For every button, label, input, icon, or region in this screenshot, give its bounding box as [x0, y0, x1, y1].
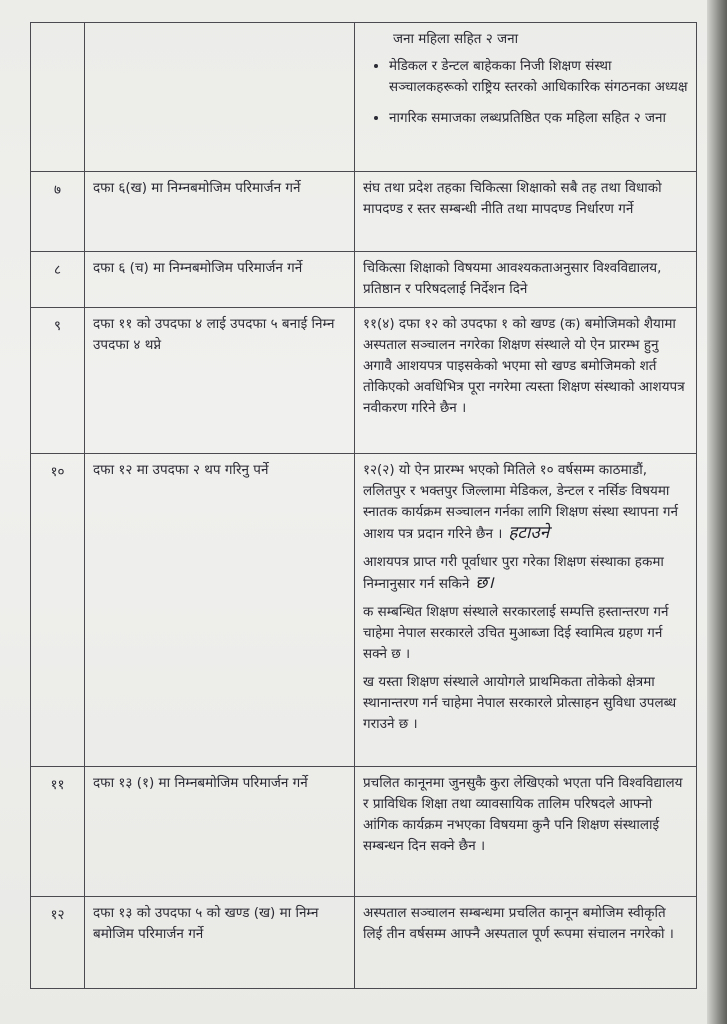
provision-cell: ११(४) दफा १२ को उपदफा १ को खण्ड (क) बमोजिमको शैयामा अस्पताल सञ्चालन नगरेका शिक्षण संस्थाले यो ऐन प्रारम्भ हुनु अगावै आशयपत्र पाइसकेको भएमा सो खण्ड बमोजिमको शर्त तोकिएको अवधिभित्र पूरा नगरेमा त्यस्ता शिक्षण संस्थाको आशयपत्र नवीकरण गरिने छैन ।	[355, 308, 697, 454]
provision-cell	[355, 23, 697, 172]
table-row	[31, 172, 697, 252]
row-number	[31, 23, 85, 172]
paragraph	[363, 460, 688, 545]
handwritten-note: हटाउने	[508, 523, 550, 543]
table-row	[31, 897, 697, 989]
paragraph-text: १२(२) यो ऐन प्रारम्भ भएको मितिले १० वर्षसम्म काठमाडौं, ललितपुर र भक्तपुर जिल्लामा मेडिकल, डेन्टल र नर्सिङ विषयमा स्नातक कार्यक्रम सञ्चालन गर्नका लागि शिक्षण संस्था स्थापना गर्न आशय पत्र प्रदान गरिने छैन ।	[363, 462, 678, 542]
paragraph	[363, 552, 688, 595]
row-number: ९	[31, 308, 85, 454]
clause-cell: दफा ६(ख) मा निम्नबमोजिम परिमार्जन गर्ने	[85, 172, 355, 252]
clause-cell: दफा १२ मा उपदफा २ थप गरिनु पर्ने	[85, 454, 355, 767]
intro-line: जना महिला सहित २ जना	[393, 31, 519, 47]
amendment-table	[30, 22, 697, 989]
provision-cell: संघ तथा प्रदेश तहका चिकित्सा शिक्षाको सबै तह तथा विधाको मापदण्ड र स्तर सम्बन्धी नीति तथा मापदण्ड निर्धारण गर्ने	[355, 172, 697, 252]
clause-cell: दफा १३ को उपदफा ५ को खण्ड (ख) मा निम्न बमोजिम परिमार्जन गर्ने	[85, 897, 355, 989]
bullet-list	[363, 56, 688, 129]
table-row	[31, 252, 697, 308]
row-number: ७	[31, 172, 85, 252]
clause-cell	[85, 23, 355, 172]
row-number: १०	[31, 454, 85, 767]
clause-cell: दफा ११ को उपदफा ४ लाई उपदफा ५ बनाई निम्न उपदफा ४ थप्ने	[85, 308, 355, 454]
provision-cell: अस्पताल सञ्चालन सम्बन्धमा प्रचलित कानून बमोजिम स्वीकृति लिई तीन वर्षसम्म आफ्नै अस्पताल पूर्ण रूपमा संचालन नगरेको ।	[355, 897, 697, 989]
provision-cell	[355, 454, 697, 767]
clause-cell: दफा १३ (१) मा निम्नबमोजिम परिमार्जन गर्ने	[85, 767, 355, 897]
list-item: • नागरिक समाजका लब्धप्रतिष्ठित एक महिला सहित २ जना	[389, 108, 688, 129]
table-row	[31, 308, 697, 454]
table-row	[31, 767, 697, 897]
paragraph: ख यस्ता शिक्षण संस्थाले आयोगले प्राथमिकता तोकेको क्षेत्रमा स्थानान्तरण गर्न चाहेमा नेपाल सरकारले प्रोत्साहन सुविधा उपलब्ध गराउने छ ।	[363, 674, 677, 732]
list-item: • मेडिकल र डेन्टल बाहेकका निजी शिक्षण संस्था सञ्चालकहरूको राष्ट्रिय स्तरको आधिकारिक संगठनका अध्यक्ष	[389, 56, 688, 98]
row-number: ११	[31, 767, 85, 897]
clause-cell: दफा ६ (च) मा निम्नबमोजिम परिमार्जन गर्ने	[85, 252, 355, 308]
provision-cell: प्रचलित कानूनमा जुनसुकै कुरा लेखिएको भएता पनि विश्वविद्यालय र प्राविधिक शिक्षा तथा व्यावसायिक तालिम परिषदले आफ्नो आंगिक कार्यक्रम नभएका विषयमा कुनै पनि शिक्षण संस्थालाई सम्बन्धन दिन सक्ने छैन ।	[355, 767, 697, 897]
table-row	[31, 454, 697, 767]
paragraph-text: आशयपत्र प्राप्त गरी पूर्वाधार पुरा गरेका शिक्षण संस्थाका हकमा निम्नानुसार गर्न सकिने	[363, 554, 664, 592]
page-edge-shadow	[707, 0, 727, 1024]
table-row	[31, 23, 697, 172]
paragraph: क सम्बन्धित शिक्षण संस्थाले सरकारलाई सम्पत्ति हस्तान्तरण गर्न चाहेमा नेपाल सरकारले उचित मुआब्जा दिई स्वामित्व ग्रहण गर्न सक्ने छ ।	[363, 604, 669, 662]
row-number: ८	[31, 252, 85, 308]
row-number: १२	[31, 897, 85, 989]
handwritten-note: छ।	[475, 573, 494, 593]
provision-cell: चिकित्सा शिक्षाको विषयमा आवश्यकताअनुसार विश्वविद्यालय, प्रतिष्ठान र परिषदलाई निर्देशन दिने	[355, 252, 697, 308]
